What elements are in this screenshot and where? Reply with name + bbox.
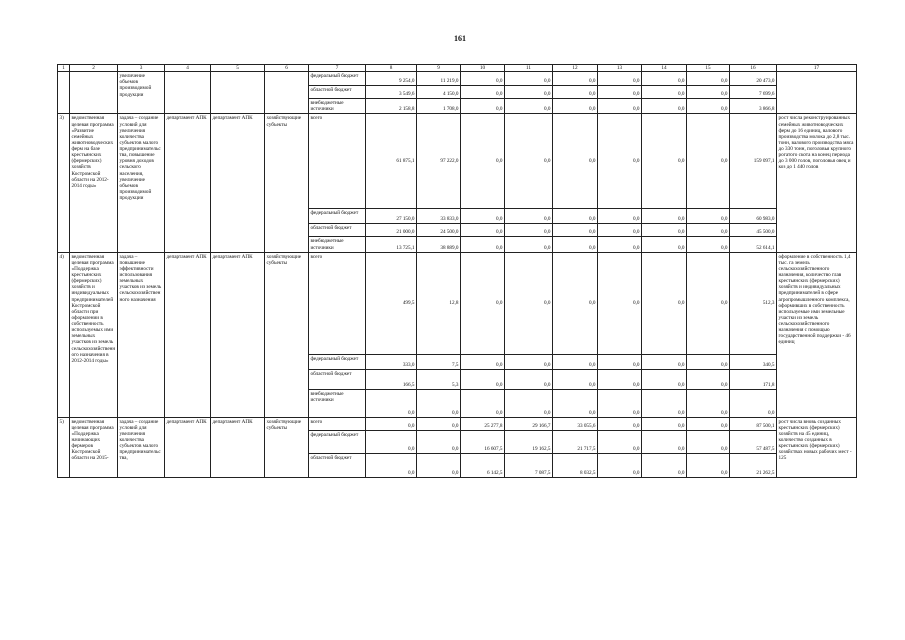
amount-cell: 0,0 — [642, 99, 687, 114]
amount-cell: 0,0 — [505, 252, 553, 354]
amount-cell: 0,0 — [687, 114, 730, 209]
amount-cell: 0,0 — [461, 114, 505, 209]
amount-cell: 5,3 — [417, 369, 461, 389]
funding-source: федеральный бюджет — [309, 209, 366, 224]
amount-cell: 0,0 — [505, 86, 553, 99]
amount-cell: 45 500,0 — [730, 224, 777, 237]
amount-cell: 38 889,0 — [417, 237, 461, 252]
amount-cell: 0,0 — [642, 114, 687, 209]
task-text: задача – повышение эффективности использования земельных участков из земель сельскохозяйственного назначения — [118, 252, 165, 417]
program-name — [70, 72, 118, 114]
amount-cell: 0,0 — [598, 72, 642, 86]
amount-cell: 0,0 — [461, 224, 505, 237]
amount-cell: 0,0 — [598, 252, 642, 354]
amount-cell: 0,0 — [461, 354, 505, 369]
column-number: 14 — [642, 65, 687, 72]
amount-cell: 0,0 — [505, 369, 553, 389]
funding-source: федеральный бюджет — [309, 430, 366, 453]
amount-cell: 0,0 — [366, 389, 417, 417]
amount-cell: 8 032,5 — [553, 453, 598, 477]
amount-cell: 13 725,1 — [366, 237, 417, 252]
executor — [165, 72, 211, 114]
amount-cell: 4 150,0 — [417, 86, 461, 99]
amount-cell: 0,0 — [642, 417, 687, 430]
amount-cell: 0,0 — [730, 389, 777, 417]
funding-source: внебюджетные источники — [309, 99, 366, 114]
column-number: 6 — [265, 65, 309, 72]
amount-cell: 0,0 — [461, 99, 505, 114]
amount-cell: 0,0 — [598, 224, 642, 237]
amount-cell: 7,5 — [417, 354, 461, 369]
amount-cell: 27 150,0 — [366, 209, 417, 224]
amount-cell: 57 487,5 — [730, 430, 777, 453]
amount-cell: 499,5 — [366, 252, 417, 354]
amount-cell: 0,0 — [505, 99, 553, 114]
amount-cell: 0,0 — [642, 453, 687, 477]
amount-cell: 0,0 — [598, 237, 642, 252]
funding-source: всего — [309, 417, 366, 430]
amount-cell: 3 866,8 — [730, 99, 777, 114]
column-number: 15 — [687, 65, 730, 72]
amount-cell: 7 087,5 — [505, 453, 553, 477]
column-number-row — [58, 65, 857, 72]
column-number: 10 — [461, 65, 505, 72]
funding-source: внебюджетные источники — [309, 237, 366, 252]
amount-cell: 0,0 — [505, 354, 553, 369]
amount-cell: 0,0 — [687, 453, 730, 477]
coexecutor: департамент АПК — [211, 252, 265, 417]
amount-cell: 0,0 — [642, 252, 687, 354]
amount-cell: 0,0 — [642, 224, 687, 237]
amount-cell: 0,0 — [687, 86, 730, 99]
amount-cell: 0,0 — [598, 389, 642, 417]
funding-source: областной бюджет — [309, 369, 366, 389]
amount-cell: 0,0 — [642, 237, 687, 252]
column-number: 4 — [165, 65, 211, 72]
amount-cell: 0,0 — [598, 99, 642, 114]
column-number: 5 — [211, 65, 265, 72]
amount-cell: 0,0 — [366, 430, 417, 453]
row-number — [58, 72, 70, 114]
amount-cell: 0,0 — [505, 224, 553, 237]
budget-table — [57, 64, 857, 478]
amount-cell: 20 473,0 — [730, 72, 777, 86]
amount-cell: 16 607,5 — [461, 430, 505, 453]
amount-cell: 0,0 — [598, 369, 642, 389]
amount-cell: 21 262,5 — [730, 453, 777, 477]
program-name: ведомственная целевая программа «Поддержка начинающих фермеров Костромской области на 2015- — [70, 417, 118, 477]
participants: хозяйствующие субъекты — [265, 417, 309, 477]
funding-source: областной бюджет — [309, 86, 366, 99]
amount-cell: 24 500,0 — [417, 224, 461, 237]
amount-cell: 0,0 — [553, 354, 598, 369]
amount-cell: 0,0 — [687, 72, 730, 86]
amount-cell: 0,0 — [598, 430, 642, 453]
amount-cell: 21 717,5 — [553, 430, 598, 453]
amount-cell: 0,0 — [687, 430, 730, 453]
expected-result: рост числа реконструированных семейных животноводческих ферм до 16 единиц, валового производства молока до 2,8 тыс. тонн, валового производства мяса до 330 тонн, поголовья крупного рогатого скота на конец периода до 3 000 голов, поголовья овец и коз до 1 440 голов — [777, 114, 857, 252]
coexecutor: департамент АПК — [211, 417, 265, 477]
amount-cell: 0,0 — [417, 389, 461, 417]
amount-cell: 21 000,0 — [366, 224, 417, 237]
funding-source: внебюджетные источники — [309, 389, 366, 417]
participants: хозяйствующие субъекты — [265, 114, 309, 252]
page-number: 161 — [454, 34, 466, 43]
amount-cell: 0,0 — [553, 114, 598, 209]
funding-source: всего — [309, 252, 366, 354]
expected-result: рост числа вновь созданных крестьянских (фермерских) хозяйств на 45 единиц, количество созданных в крестьянских (фермерских) хозяйствах новых рабочих мест - 125 — [777, 417, 857, 477]
amount-cell: 0,0 — [505, 114, 553, 209]
amount-cell: 0,0 — [598, 114, 642, 209]
amount-cell: 0,0 — [553, 369, 598, 389]
amount-cell: 0,0 — [417, 417, 461, 430]
amount-cell: 0,0 — [687, 417, 730, 430]
amount-cell: 0,0 — [553, 86, 598, 99]
participants — [265, 72, 309, 114]
row-number: 3) — [58, 114, 70, 252]
amount-cell: 0,0 — [642, 354, 687, 369]
amount-cell: 0,0 — [461, 369, 505, 389]
table-row — [58, 72, 857, 86]
amount-cell: 29 166,7 — [505, 417, 553, 430]
amount-cell: 0,0 — [461, 237, 505, 252]
task-text: задача – создание условий для увеличения количества субъектов малого предпринимательства, — [118, 417, 165, 477]
task-text: задача – создание условий для увеличения количества субъектов малого предпринимательства, повышение уровня доходов сельского населения, увеличение объемов производимой продукции — [118, 114, 165, 252]
column-number: 2 — [70, 65, 118, 72]
amount-cell: 0,0 — [642, 430, 687, 453]
column-number: 16 — [730, 65, 777, 72]
amount-cell: 333,0 — [366, 354, 417, 369]
amount-cell: 0,0 — [687, 389, 730, 417]
amount-cell: 0,0 — [642, 369, 687, 389]
amount-cell: 0,0 — [366, 453, 417, 477]
funding-source: областной бюджет — [309, 453, 366, 477]
funding-source: всего — [309, 114, 366, 209]
participants: хозяйствующие субъекты — [265, 252, 309, 417]
column-number: 7 — [309, 65, 366, 72]
amount-cell: 3 549,6 — [366, 86, 417, 99]
amount-cell: 0,0 — [366, 417, 417, 430]
amount-cell: 0,0 — [553, 389, 598, 417]
funding-source: федеральный бюджет — [309, 354, 366, 369]
amount-cell: 0,0 — [417, 430, 461, 453]
amount-cell: 0,0 — [598, 86, 642, 99]
amount-cell: 0,0 — [461, 72, 505, 86]
executor: департамент АПК — [165, 114, 211, 252]
amount-cell: 0,0 — [642, 86, 687, 99]
column-number: 11 — [505, 65, 553, 72]
amount-cell: 33 055,6 — [553, 417, 598, 430]
amount-cell: 7 699,6 — [730, 86, 777, 99]
executor: департамент АПК — [165, 417, 211, 477]
table-row — [58, 252, 857, 354]
coexecutor — [211, 72, 265, 114]
amount-cell: 60 983,0 — [730, 209, 777, 224]
amount-cell: 0,0 — [687, 369, 730, 389]
amount-cell: 25 277,8 — [461, 417, 505, 430]
amount-cell: 97 222,0 — [417, 114, 461, 209]
amount-cell: 6 142,5 — [461, 453, 505, 477]
amount-cell: 0,0 — [553, 99, 598, 114]
amount-cell: 0,0 — [598, 354, 642, 369]
amount-cell: 0,0 — [598, 209, 642, 224]
amount-cell: 0,0 — [461, 86, 505, 99]
amount-cell: 0,0 — [598, 417, 642, 430]
task-text: увеличение объемов производимой продукции — [118, 72, 165, 114]
amount-cell: 0,0 — [642, 72, 687, 86]
amount-cell: 52 614,1 — [730, 237, 777, 252]
amount-cell: 0,0 — [505, 209, 553, 224]
amount-cell: 0,0 — [553, 72, 598, 86]
column-number: 17 — [777, 65, 857, 72]
table-row — [58, 417, 857, 430]
amount-cell: 0,0 — [553, 224, 598, 237]
amount-cell: 0,0 — [687, 209, 730, 224]
column-number: 13 — [598, 65, 642, 72]
column-number: 9 — [417, 65, 461, 72]
amount-cell: 0,0 — [642, 209, 687, 224]
amount-cell: 166,5 — [366, 369, 417, 389]
amount-cell: 0,0 — [687, 354, 730, 369]
amount-cell: 340,5 — [730, 354, 777, 369]
column-number: 1 — [58, 65, 70, 72]
expected-result: оформление в собственность 1,4 тыс. га земель сельскохозяйственного назначения, количество глав крестьянских (фермерских) хозяйств и индивидуальных предпринимателей в сфере агропромышленного комплекса, оформивших в собственность используемые ими земельные участки из земель сельскохозяйственного назначения с помощью государственной поддержки - 46 единиц — [777, 252, 857, 417]
amount-cell: 0,0 — [505, 237, 553, 252]
amount-cell: 0,0 — [505, 389, 553, 417]
amount-cell: 61 875,1 — [366, 114, 417, 209]
amount-cell: 0,0 — [417, 453, 461, 477]
amount-cell: 0,0 — [553, 237, 598, 252]
amount-cell: 159 097,1 — [730, 114, 777, 209]
column-number: 8 — [366, 65, 417, 72]
executor: департамент АПК — [165, 252, 211, 417]
expected-result — [777, 72, 857, 114]
funding-source: федеральный бюджет — [309, 72, 366, 86]
amount-cell: 1 708,0 — [417, 99, 461, 114]
column-number: 12 — [553, 65, 598, 72]
amount-cell: 0,0 — [687, 237, 730, 252]
amount-cell: 19 162,5 — [505, 430, 553, 453]
amount-cell: 171,8 — [730, 369, 777, 389]
funding-source: областной бюджет — [309, 224, 366, 237]
amount-cell: 0,0 — [553, 252, 598, 354]
amount-cell: 512,3 — [730, 252, 777, 354]
coexecutor: департамент АПК — [211, 114, 265, 252]
amount-cell: 0,0 — [505, 72, 553, 86]
amount-cell: 0,0 — [687, 99, 730, 114]
row-number: 4) — [58, 252, 70, 417]
amount-cell: 12,8 — [417, 252, 461, 354]
amount-cell: 0,0 — [687, 224, 730, 237]
amount-cell: 0,0 — [687, 252, 730, 354]
column-number: 3 — [118, 65, 165, 72]
amount-cell: 9 254,0 — [366, 72, 417, 86]
amount-cell: 33 833,0 — [417, 209, 461, 224]
program-name: ведомственная целевая программа «Поддержка крестьянских (фермерских) хозяйств и индивидуальных предпринимателей Костромской области при оформлении в собственность используемых ими земельных участков из земель сельскохозяйственного назначения в 2012-2014 годы» — [70, 252, 118, 417]
program-name: ведомственная целевая программа «Развитие семейных животноводческих ферм на базе крестьянских (фермерских) хозяйств Костромской области на 2012-2014 годы» — [70, 114, 118, 252]
amount-cell: 0,0 — [461, 209, 505, 224]
amount-cell: 87 500,1 — [730, 417, 777, 430]
table-row — [58, 114, 857, 209]
amount-cell: 11 219,0 — [417, 72, 461, 86]
amount-cell: 0,0 — [598, 453, 642, 477]
amount-cell: 0,0 — [461, 389, 505, 417]
amount-cell: 2 158,8 — [366, 99, 417, 114]
amount-cell: 0,0 — [553, 209, 598, 224]
row-number: 5) — [58, 417, 70, 477]
amount-cell: 0,0 — [461, 252, 505, 354]
amount-cell: 0,0 — [642, 389, 687, 417]
